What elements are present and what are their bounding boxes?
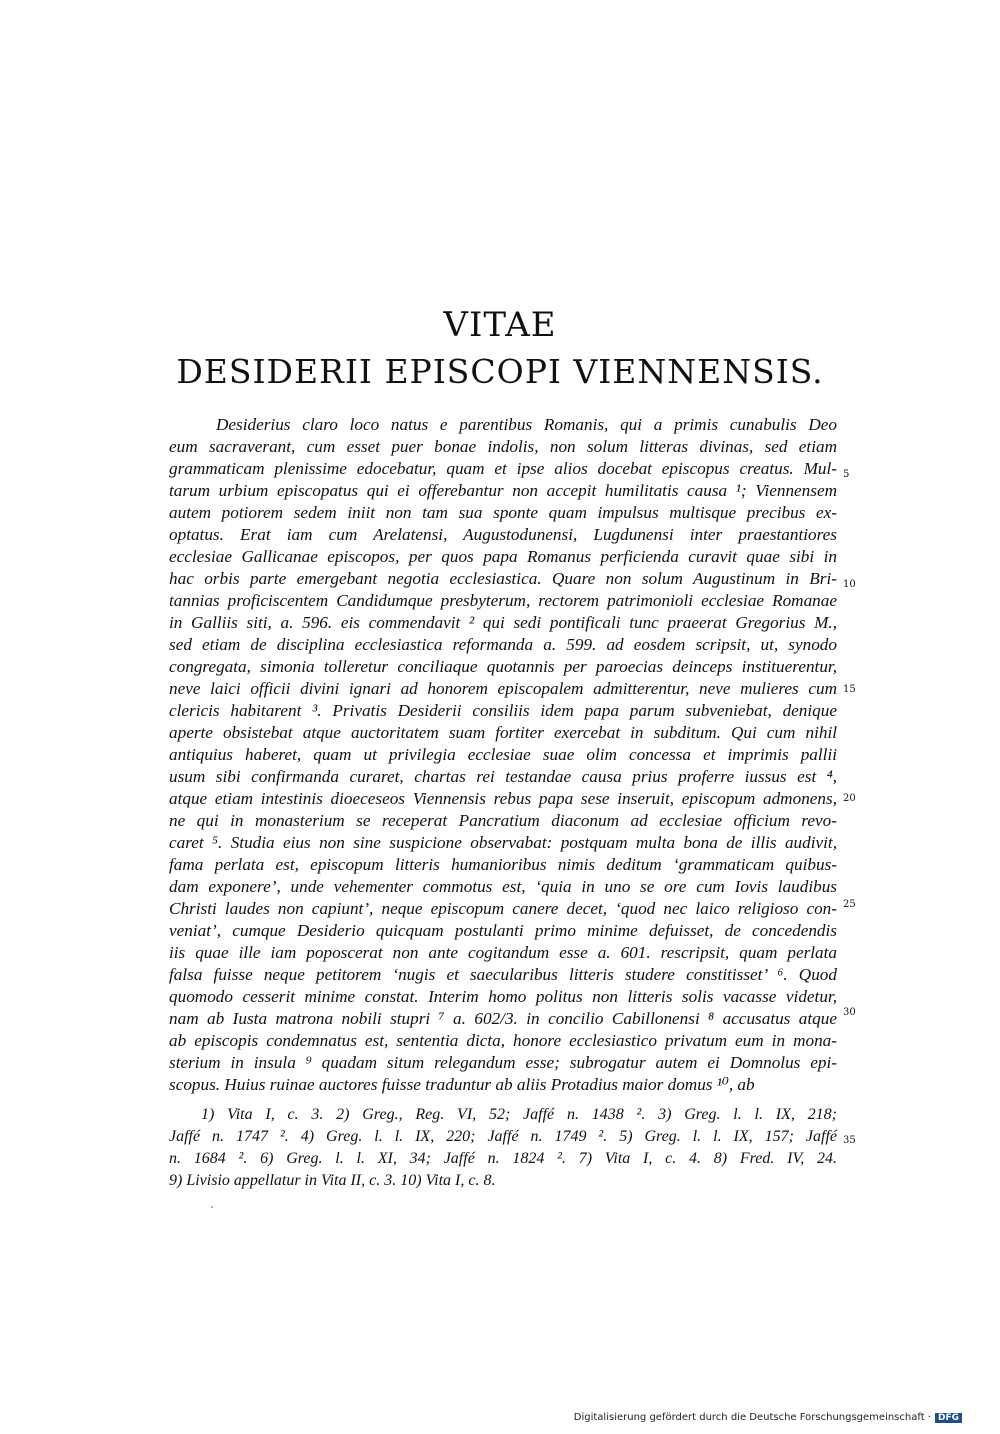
footer [574,1412,962,1423]
body-line: optatus. Erat iam cum Arelatensi, Augustodunensi, Lugdunensi inter praestantiores [169,525,837,544]
body-line: nam ab Iusta matrona nobili stupri ⁷ a. 602/3. in concilio Cabillonensi ⁸ accusatus atque [169,1009,837,1028]
body-text [169,414,837,1096]
body-line: Christi laudes non capiunt’, neque episcopum canere decet, ‘quod nec laico religioso con- [169,899,837,918]
body-line: hac orbis parte emergebant negotia ecclesiastica. Quare non solum Augustinum in Bri- [169,569,837,588]
footnote-line: Jaffé n. 1747 ². 4) Greg. l. l. IX, 220; Jaffé n. 1749 ². 5) Greg. l. l. IX, 157; Jaffé [169,1128,837,1145]
footnote-line: 9) Livisio appellatur in Vita II, c. 3. 10) Vita I, c. 8. [169,1172,496,1189]
body-line: Desiderius claro loco natus e parentibus Romanis, qui a primis cunabulis Deo [216,415,837,434]
body-line: scopus. Huius ruinae auctores fuisse traduntur ab aliis Protadius maior domus ¹⁰, ab [169,1075,755,1094]
body-line: aperte obsistebat atque auctoritatem suam fortiter exercebat in subditum. Qui cum nihil [169,723,837,742]
body-line: caret ⁵. Studia eius non sine suspicione observabat: postquam multa bona de illis audivit, [169,833,837,852]
body-line: veniat’, cumque Desiderio quicquam postulanti primo minime defuisset, de concedendis [169,921,837,940]
line-number: 15 [843,684,856,695]
scan-speck [211,1206,213,1208]
body-line: autem potiorem sedem iniit non tam sua sponte quam impulsus multisque precibus ex- [169,503,837,522]
body-line: ne qui in monasterium se receperat Pancratium diaconum ad ecclesiae officium revo- [169,811,837,830]
footer-text: Digitalisierung gefördert durch die Deutsche Forschungsgemeinschaft · [573,1412,931,1423]
dfg-logo: DFG [935,1413,962,1423]
body-line: sterium in insula ⁹ quadam situm relegandum esse; subrogatur autem ei Domnolus epi- [169,1053,837,1072]
body-line: falsa fuisse neque petitorem ‘nugis et saecularibus litteris studere constitisset’ ⁶. Quod [169,965,837,984]
body-line: quomodo cesserit minime constat. Interim homo politus non litteris solis vacasse videtur, [169,987,837,1006]
body-line: sed etiam de disciplina ecclesiastica reformanda a. 599. ad eosdem scripsit, ut, synodo [169,635,837,654]
line-number: 25 [843,899,856,910]
footnote-line: n. 1684 ². 6) Greg. l. l. XI, 34; Jaffé n. 1824 ². 7) Vita I, c. 4. 8) Fred. IV, 24. [169,1150,837,1167]
body-line: dam exponere’, unde vehementer commotus est, ‘quia in uno se ore cum Iovis laudibus [169,877,837,896]
body-line: usum sibi confirmanda curaret, chartas rei testandae causa prius proferre iussus est ⁴, [169,767,837,786]
body-line: congregata, simonia tolleretur conciliaque quotannis per paroecias deinceps instituerentur, [169,657,837,676]
body-line: antiquius haberet, quam ut privilegia ecclesiae suae olim concessa et imprimis pallii [169,745,837,764]
title-line-1: VITAE [443,305,557,345]
body-line: iis quae ille iam poposcerat non ante cogitandum esse a. 601. rescripsit, quam perlata [169,943,837,962]
body-line: tarum urbium episcopatus qui ei offerebantur non accepit humilitatis causa ¹; Viennensem [169,481,837,500]
line-number: 5 [843,469,850,480]
footnote-line: 1) Vita I, c. 3. 2) Greg., Reg. VI, 52; Jaffé n. 1438 ². 3) Greg. l. l. IX, 218; [201,1106,837,1123]
line-number: 10 [843,579,856,590]
body-line: fama perlata est, episcopum litteris humanioribus nimis deditum ‘grammaticam quibus- [169,855,837,874]
body-line: ab episcopis condemnatus est, sententia dicta, honore ecclesiastico privatum eum in mona- [169,1031,837,1050]
line-number: 30 [843,1007,856,1018]
line-number: 35 [843,1135,856,1146]
footnotes [169,1104,837,1192]
body-line: ecclesiae Gallicanae episcopos, per quos papa Romanus perficienda curavit quae sibi in [169,547,837,566]
body-line: tannias proficiscentem Candidumque presbyterum, rectorem patrimonioli ecclesiae Romanae [169,591,837,610]
body-line: atque etiam intestinis dioeceseos Viennensis rebus papa sese inseruit, episcopum admonens, [169,789,837,808]
title-line-2: DESIDERII EPISCOPI VIENNENSIS. [176,352,824,391]
body-line: neve laici officii divini ignari ad honorem episcopalem admitterentur, neve mulieres cum [169,679,837,698]
body-line: clericis habitarent ³. Privatis Desiderii consiliis idem papa parum subveniebat, denique [169,701,837,720]
body-line: in Galliis siti, a. 596. eis commendavit ² qui sedi pontificali tunc praeerat Gregorius M., [169,613,837,632]
body-line: eum sacraverant, cum esset puer bonae indolis, non solum litteras divinas, sed etiam [169,437,837,456]
body-line: grammaticam plenissime edocebatur, quam et ipse alios docebat episcopus creatus. Mul- [169,459,837,478]
line-number: 20 [843,793,856,804]
